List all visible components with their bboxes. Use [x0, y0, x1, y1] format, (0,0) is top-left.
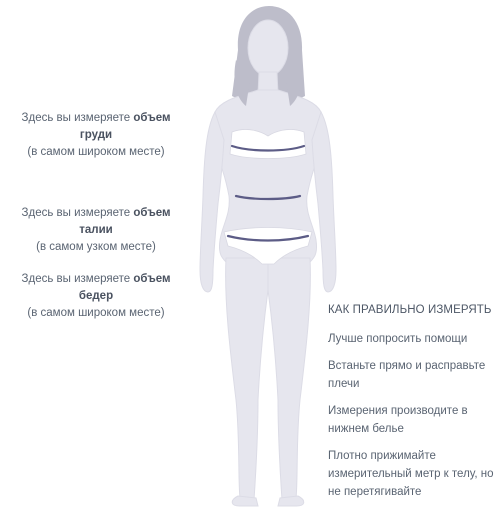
hips-label-prefix: Здесь вы измеряете: [21, 273, 131, 285]
hips-label-note: (в самом широком месте): [27, 307, 165, 319]
tip-item: Измерения производите в нижнем белье: [328, 405, 468, 435]
tip-item: Лучше попросить помощи: [328, 333, 468, 345]
hips-label-bold-b: бедер: [78, 290, 114, 302]
tips-title: КАК ПРАВИЛЬНО ИЗМЕРЯТЬ: [328, 304, 492, 316]
bust-label-note: (в самом широком месте): [27, 146, 165, 158]
bust-label-bold-a: объем: [133, 112, 171, 124]
measuring-tips: [328, 304, 498, 510]
waist-label-note: (в самом узком месте): [36, 241, 156, 253]
tip-item: Встаньте прямо и расправьте плечи: [328, 360, 486, 390]
tip-item: Плотно прижимайте измерительный метр к телу, но не перетягивайте: [328, 450, 494, 498]
hips-label-bold-a: объем: [133, 273, 171, 285]
waist-label-prefix: Здесь вы измеряете: [21, 207, 131, 219]
waist-label: [8, 205, 184, 256]
hips-label: [8, 271, 184, 322]
bust-label: [8, 110, 184, 161]
waist-label-bold-b: талии: [79, 224, 113, 236]
bust-label-bold-b: груди: [79, 129, 113, 141]
waist-label-bold-a: объем: [133, 207, 171, 219]
bust-label-prefix: Здесь вы измеряете: [21, 112, 131, 124]
